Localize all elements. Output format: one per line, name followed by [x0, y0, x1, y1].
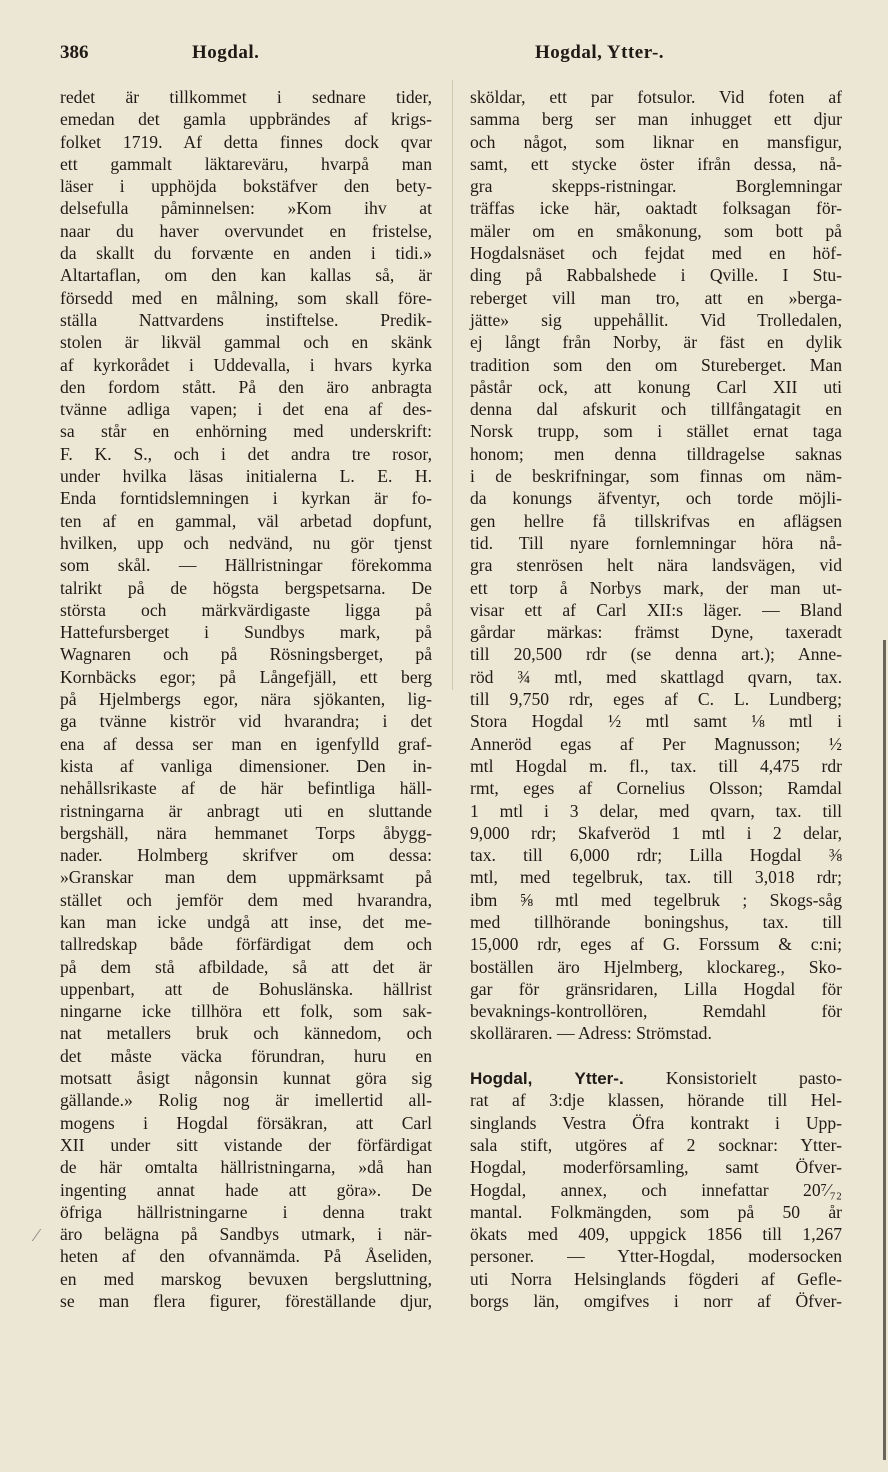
text-line: på dem stå afbildade, så att det är — [60, 956, 432, 977]
text-line: samma berg ser man inhugget ett djur — [470, 109, 842, 130]
text-line: nat metallers bruk och kännedom, och — [60, 1023, 432, 1044]
text-line: Hogdal, moderförsamling, samt Öfver- — [470, 1157, 842, 1178]
text-line: på Hjelmbergs egor, nära sjökanten, lig- — [60, 689, 432, 710]
text-line: heten af den ofvannämda. På Åseliden, — [60, 1246, 432, 1267]
text-line: F. K. S., och i det andra tre rosor, — [60, 443, 432, 464]
text-line: jätte» sig uppehållit. Vid Trolledalen, — [470, 309, 842, 330]
text-line: Anneröd egas af Per Magnusson; ½ — [470, 733, 842, 754]
page-number: 386 — [60, 42, 89, 63]
text-line: sa står en enhörning med underskrift: — [60, 421, 432, 442]
text-line: nader. Holmberg skrifver om dessa: — [60, 845, 432, 866]
text-line: rat af 3:dje klassen, hörande till Hel- — [470, 1090, 842, 1111]
text-line: singlands Vestra Öfra kontrakt i Upp- — [470, 1112, 842, 1133]
text-line: tvänne adliga vapen; i det ena af des- — [60, 399, 432, 420]
text-line: kista af vanliga dimensioner. Den in- — [60, 755, 432, 776]
text-line: af kyrkorådet i Uddevalla, i hvars kyrka — [60, 354, 432, 375]
text-line: se man flera figurer, föreställande djur, — [60, 1291, 432, 1312]
text-line: ett torp å Norbys mark, der man ut- — [470, 577, 842, 598]
text-line: i de beskrifningar, som finnas om näm- — [470, 466, 842, 487]
text-line: öfriga hällristningarne i denna trakt — [60, 1201, 432, 1222]
text-line: ristningarna är anbragt uti en sluttande — [60, 800, 432, 821]
text-line: folket 1719. Af detta finnes dock qvar — [60, 131, 432, 152]
text-line: 9,000 rdr; Skafveröd 1 mtl i 2 delar, — [470, 822, 842, 843]
text-line: uppenbart, att de Bohuslänska. hällrist — [60, 978, 432, 999]
text-line: boställen äro Hjelmberg, klockareg., Sko- — [470, 956, 842, 977]
text-line: mtl Hogdal m. fl., tax. till 4,475 rdr — [470, 755, 842, 776]
text-line: tax. till 6,000 rdr; Lilla Hogdal ⅜ — [470, 845, 842, 866]
text-line: Stora Hogdal ½ mtl samt ⅛ mtl i — [470, 711, 842, 732]
margin-mark: ⁄ — [35, 1225, 39, 1245]
text-line: stället och jemför dem med hvarandra, — [60, 889, 432, 910]
text-line: 15,000 rdr, eges af G. Forssum & c:ni; — [470, 934, 842, 955]
text-line: ej långt från Norby, är fäst en dylik — [470, 332, 842, 353]
text-line: XII under sitt vistande der förfärdigat — [60, 1134, 432, 1155]
text-line: uti Norra Helsinglands fögderi af Gefle- — [470, 1268, 842, 1289]
text-line: da skallt du forvænte en anden i tidi.» — [60, 243, 432, 264]
text-line: mogens i Hogdal försäkran, att Carl — [60, 1112, 432, 1133]
text-line: Hogdalsnäset och fejdat med en höf- — [470, 243, 842, 264]
text-line: honom; men denna tilldragelse saknas — [470, 443, 842, 464]
text-line: delsefulla påminnelsen: »Kom ihv at — [60, 198, 432, 219]
text-line: det måste väcka förundran, huru en — [60, 1045, 432, 1066]
text-line: träffas icke här, oaktadt folksagan för- — [470, 198, 842, 219]
text-line: påstår ock, att konung Carl XII uti — [470, 376, 842, 397]
text-line: bergshäll, nära hemmanet Torps åbygg- — [60, 822, 432, 843]
text-line: gårdar märkas: främst Dyne, taxeradt — [470, 622, 842, 643]
text-line: ökats med 409, uppgick 1856 till 1,267 — [470, 1224, 842, 1245]
text-line: läser i upphöjda bokstäfver den bety- — [60, 176, 432, 197]
running-header — [60, 42, 860, 72]
text-line: naar du haver overvundet en fristelse, — [60, 220, 432, 241]
text-line: Hogdal, annex, och innefattar 20⁷⁄₇₂ — [470, 1179, 842, 1200]
text-line: redet är tillkommet i sednare tider, — [60, 87, 432, 107]
text-line: försedd med en målning, som skall före- — [60, 287, 432, 308]
text-line: Enda forntidslemningen i kyrkan är fo- — [60, 488, 432, 509]
text-line: rmt, eges af Cornelius Olsson; Ramdal — [470, 778, 842, 799]
text-line: denna dal afskurit och tillfångatagit en — [470, 399, 842, 420]
text-line: motsatt åsigt någonsin kunnat göra sig — [60, 1068, 432, 1089]
text-line: ga tvänne kiströr vid hvarandra; i det — [60, 711, 432, 732]
text-line: samt, ett stycke öster ifrån dessa, nå- — [470, 153, 842, 174]
text-line: den fordom stått. På den äro anbragta — [60, 376, 432, 397]
text-line: Kornbäcks egor; på Långefjäll, ett berg — [60, 666, 432, 687]
text-line: sköldar, ett par fotsulor. Vid foten af — [470, 87, 842, 107]
text-line: Norsk trupp, som i stället ernat taga — [470, 421, 842, 442]
text-line: »Granskar man dem uppmärksamt på — [60, 867, 432, 888]
column-divider — [452, 80, 453, 690]
text-line: största och märkvärdigaste ligga på — [60, 599, 432, 620]
text-line: de här omtalta hällristningarna, »då han — [60, 1157, 432, 1178]
text-line: Altartaflan, om den kan kallas så, är — [60, 265, 432, 286]
text-line: gra skepps-ristningar. Borglemningar — [470, 176, 842, 197]
text-line: Wagnaren och på Rösningsberget, på — [60, 644, 432, 665]
text-line: som skål. — Hällristningar förekomma — [60, 555, 432, 576]
text-line: hvilken, upp och nedvänd, nu gör tjenst — [60, 532, 432, 553]
text-line: talrikt på de högsta bergspetsarna. De — [60, 577, 432, 598]
text-line: bevaknings-kontrollören, Remdahl för — [470, 1001, 842, 1022]
text-line: da konungs äfventyr, och torde möjli- — [470, 488, 842, 509]
text-line: nehållsrikaste af de här befintliga häll- — [60, 778, 432, 799]
text-line: emedan det gamla uppbrändes af krigs- — [60, 109, 432, 130]
text-line: reberget vill man tro, att en »berga- — [470, 287, 842, 308]
left-column — [60, 86, 432, 1312]
right-column — [470, 86, 842, 1312]
text-line: ibm ⅝ mtl med tegelbruk ; Skogs-såg — [470, 889, 842, 910]
text-line: ingenting annat hade att göra». De — [60, 1179, 432, 1200]
text-line: ten af en gammal, väl arbetad dopfunt, — [60, 510, 432, 531]
text-line: borgs län, omgifves i norr af Öfver- — [470, 1291, 842, 1312]
text-line: tallredskap både förfärdigat dem och — [60, 934, 432, 955]
text-line: mtl, med tegelbruk, tax. till 3,018 rdr; — [470, 867, 842, 888]
left-running-title: Hogdal. — [192, 42, 260, 63]
text-line: tid. Till nyare fornlemningar höra nå- — [470, 532, 842, 553]
text-line: röd ¾ mtl, med skattlagd qvarn, tax. — [470, 666, 842, 687]
text-line: skolläraren. — Adress: Strömstad. — [470, 1023, 712, 1044]
text-line: Hattefursberget i Sundbys mark, på — [60, 622, 432, 643]
text-line: med tillhörande boningshus, tax. till — [470, 911, 842, 932]
text-line: till 20,500 rdr (se denna art.); Anne- — [470, 644, 842, 665]
text-line: och något, som liknar en mansfigur, — [470, 131, 842, 152]
text-line: ställa Nattvardens instiftelse. Predik- — [60, 309, 432, 330]
text-line: tradition som den om Stureberget. Man — [470, 354, 842, 375]
text-line: stolen är likväl gammal och en skänk — [60, 332, 432, 353]
page-edge — [883, 640, 886, 1460]
text-line: ett gammalt läktareväru, hvarpå man — [60, 153, 432, 174]
paragraph-gap — [470, 1045, 842, 1067]
text-line: gällande.» Rolig nog är imellertid all- — [60, 1090, 432, 1111]
text-line: sala stift, utgöres af 2 socknar: Ytter- — [470, 1134, 842, 1155]
text-line: personer. — Ytter-Hogdal, modersocken — [470, 1246, 842, 1267]
text-line: visar ett af Carl XII:s läger. — Bland — [470, 599, 842, 620]
text-line: kan man icke undgå att inse, det me- — [60, 911, 432, 932]
entry-first-line — [470, 1067, 842, 1089]
text-line: gra stenrösen helt nära landsvägen, vid — [470, 555, 842, 576]
text-line: gen hellre få tillskrifvas en aflägsen — [470, 510, 842, 531]
entry-first-line-text: Konsistorielt pasto- — [665, 1068, 842, 1089]
text-line: äro belägna på Sandbys utmark, i när- — [60, 1224, 432, 1245]
text-line: under hvilka läsas initialerna L. E. H. — [60, 466, 432, 487]
text-line: gar för gränsridaren, Lilla Hogdal för — [470, 978, 842, 999]
text-line: en med marskog bevuxen bergsluttning, — [60, 1268, 432, 1289]
text-line: till 9,750 rdr, eges af C. L. Lundberg; — [470, 689, 842, 710]
text-line: 1 mtl i 3 delar, med qvarn, tax. till — [470, 800, 842, 821]
text-line: ningarne icke tillhöra ett folk, som sak- — [60, 1001, 432, 1022]
text-line: mantal. Folkmängden, som på 50 år — [470, 1201, 842, 1222]
right-running-title: Hogdal, Ytter-. — [535, 42, 665, 63]
text-line: ena af dessa ser man en igenfylld graf- — [60, 733, 432, 754]
entry-heading: Hogdal, Ytter-. — [470, 1069, 624, 1089]
text-line: ding på Rabbalshede i Qville. I Stu- — [470, 265, 842, 286]
text-line: mäler om en småkonung, som bott på — [470, 220, 842, 241]
